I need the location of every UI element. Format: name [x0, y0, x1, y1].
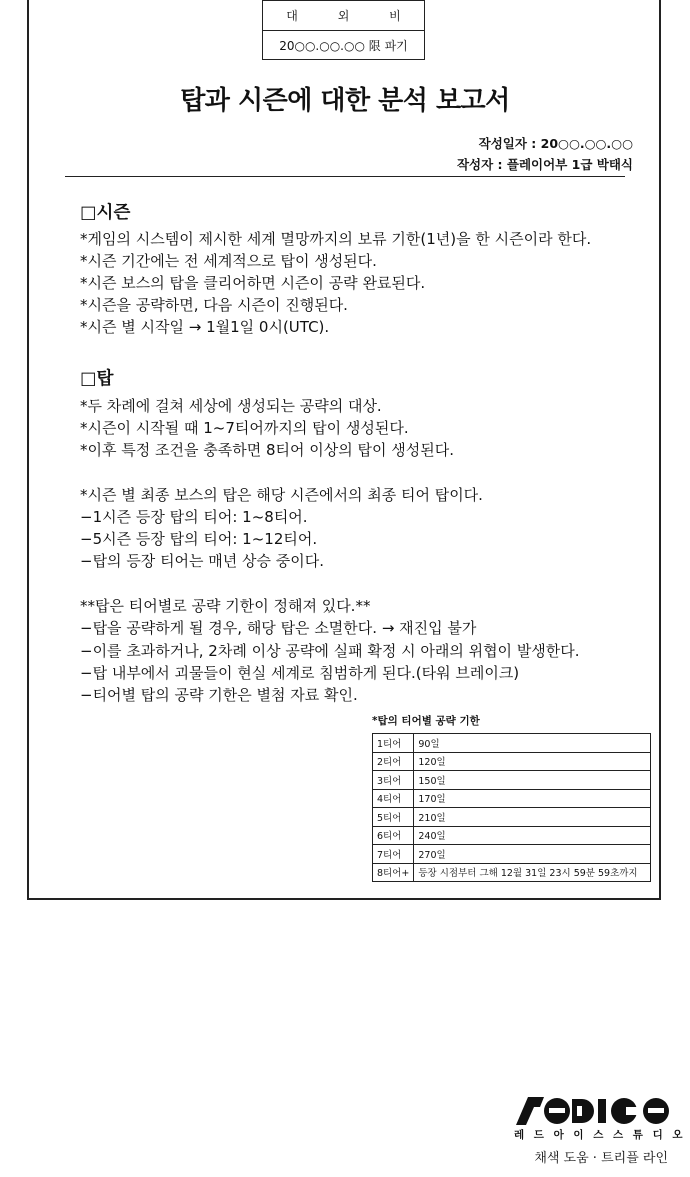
tower-line: −5시즌 등장 탑의 티어: 1~12티어. [80, 530, 318, 548]
tier-cell: 6티어 [373, 826, 414, 845]
season-line: *시즌 보스의 탑을 클리어하면 시즌이 공략 완료된다. [80, 274, 426, 292]
season-line: *시즌 별 시작일 → 1월1일 0시(UTC). [80, 318, 330, 336]
table-row [373, 808, 651, 827]
deadline-cell: 90일 [414, 734, 651, 753]
deadline-cell: 170일 [414, 789, 651, 808]
deadline-cell: 240일 [414, 826, 651, 845]
destruction-deadline: 20○○.○○.○○ 限 파기 [279, 39, 408, 53]
tower-line: *시즌 별 최종 보스의 탑은 해당 시즌에서의 최종 티어 탑이다. [80, 486, 483, 504]
tower-line: −이를 초과하거나, 2차례 이상 공략에 실패 확정 시 아래의 위협이 발생한다. [80, 642, 580, 660]
season-line: *시즌 기간에는 전 세계적으로 탑이 생성된다. [80, 252, 377, 270]
tier-cell: 5티어 [373, 808, 414, 827]
classification-label: 대 외 비 [263, 1, 424, 31]
studio-name: 레 드 아 이 스 스 튜 디 오 [514, 1129, 686, 1141]
tower-line: *이후 특정 조건을 충족하면 8티어 이상의 탑이 생성된다. [80, 441, 454, 459]
tower-line: **탑은 티어별로 공략 기한이 정해져 있다.** [80, 597, 371, 615]
table-row [373, 771, 651, 790]
tower-line: −탑 내부에서 괴물들이 현실 세계로 침범하게 된다.(타워 브레이크) [80, 664, 520, 682]
tier-cell: 3티어 [373, 771, 414, 790]
season-line: *게임의 시스템이 제시한 세계 멸망까지의 보류 기한(1년)을 한 시즌이라 한다. [80, 230, 592, 248]
table-row [373, 789, 651, 808]
tower-line: −탑의 등장 티어는 매년 상승 중이다. [80, 552, 325, 570]
classification-stamp [262, 0, 425, 60]
tier-cell: 4티어 [373, 789, 414, 808]
table-row [373, 734, 651, 753]
deadline-cell: 210일 [414, 808, 651, 827]
tower-line: *두 차례에 걸쳐 세상에 생성되는 공략의 대상. [80, 397, 382, 415]
report-author: 작성자 : 플레이어부 1급 박태식 [456, 157, 633, 172]
color-credit: 채색 도움 · 트리플 라인 [534, 1151, 668, 1166]
limits-table-caption: *탑의 티어별 공략 기한 [372, 715, 480, 727]
report-date: 작성일자 : 20○○.○○.○○ [478, 136, 633, 151]
tower-line: −티어별 탑의 공략 기한은 별첨 자료 확인. [80, 686, 358, 704]
deadline-cell: 150일 [414, 771, 651, 790]
season-line: *시즌을 공략하면, 다음 시즌이 진행된다. [80, 296, 348, 314]
table-row [373, 863, 651, 882]
tier-cell: 2티어 [373, 752, 414, 771]
section-heading-tower: □탑 [80, 369, 114, 389]
deadline-cell: 120일 [414, 752, 651, 771]
section-heading-season: □시즌 [80, 203, 131, 223]
header-divider [65, 176, 625, 177]
tower-line: −탑을 공략하게 될 경우, 해당 탑은 소멸한다. → 재진입 불가 [80, 619, 477, 637]
tier-cell: 1티어 [373, 734, 414, 753]
report-title: 탑과 시즌에 대한 분석 보고서 [180, 86, 510, 116]
tier-cell: 8티어+ [373, 863, 414, 882]
deadline-cell: 등장 시점부터 그해 12월 31일 23시 59분 59초까지 [414, 863, 651, 882]
table-row [373, 752, 651, 771]
table-row [373, 826, 651, 845]
table-row [373, 845, 651, 864]
limits-table [372, 733, 651, 882]
deadline-cell: 270일 [414, 845, 651, 864]
tower-line: −1시즌 등장 탑의 티어: 1~8티어. [80, 508, 308, 526]
tier-cell: 7티어 [373, 845, 414, 864]
tower-line: *시즌이 시작될 때 1~7티어까지의 탑이 생성된다. [80, 419, 409, 437]
studio-logo [514, 1095, 672, 1127]
